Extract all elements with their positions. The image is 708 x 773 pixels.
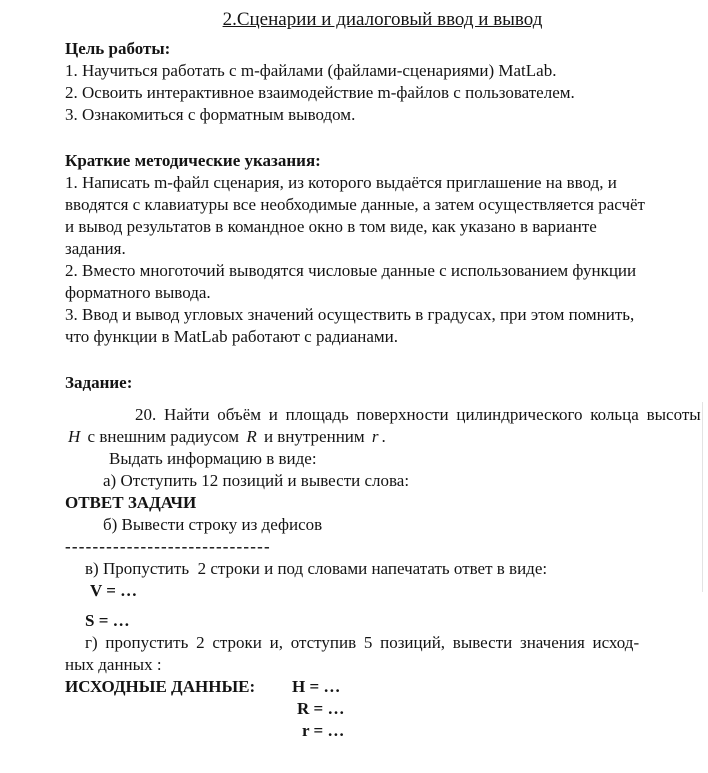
outer-radius-variable: R — [246, 427, 257, 446]
source-data-row — [65, 676, 700, 698]
goal-item: 1. Научиться работать с m-файлами (файлами-сценариями) MatLab. — [65, 61, 557, 80]
task-block — [65, 404, 700, 742]
guideline-line: форматного вывода. — [65, 283, 211, 302]
task-intro-line-2 — [65, 426, 700, 448]
task-heading: Задание: — [65, 373, 133, 392]
goal-heading: Цель работы: — [65, 39, 171, 58]
height-variable: H — [68, 427, 81, 446]
volume-placeholder: V = … — [90, 581, 138, 600]
task-intro-text: с внешним радиусом — [87, 427, 240, 446]
inner-radius-variable: r — [371, 427, 379, 446]
output-intro-line: Выдать информацию в виде: — [109, 449, 317, 468]
outer-radius-placeholder: R = … — [297, 699, 345, 718]
guideline-line: задания. — [65, 239, 126, 258]
guideline-line: что функции в MatLab работают с радианами. — [65, 327, 399, 346]
step-c-line: в) Пропустить 2 строки и под словами напечатать ответ в виде: — [85, 559, 548, 578]
surface-placeholder: S = … — [85, 611, 130, 630]
goal-item: 2. Освоить интерактивное взаимодействие m-файлов с пользователем. — [65, 83, 575, 102]
page-title: 2.Сценарии и диалоговый ввод и вывод — [222, 9, 543, 30]
guidelines-heading: Краткие методические указания: — [65, 151, 321, 170]
task-intro-line-1: 20. Найти объём и площадь поверхности цилиндрического кольца высоты — [135, 405, 701, 424]
answer-header: ОТВЕТ ЗАДАЧИ — [65, 493, 197, 512]
goal-item: 3. Ознакомиться с форматным выводом. — [65, 105, 356, 124]
guideline-line: и вывод результатов в командное окно в том виде, как указано в варианте — [65, 217, 597, 236]
height-placeholder: H = … — [292, 677, 341, 696]
dashes-separator: ------------------------------ — [65, 537, 271, 556]
task-intro-text: . — [381, 427, 386, 446]
guideline-line: 1. Написать m-файл сценария, из которого выдаётся приглашение на ввод, и — [65, 173, 617, 192]
guideline-line: 2. Вместо многоточий выводятся числовые данные с использованием функции — [65, 261, 637, 280]
source-data-header: ИСХОДНЫЕ ДАННЫЕ: — [65, 677, 256, 696]
inner-radius-placeholder: r = … — [302, 721, 345, 740]
step-b-line: б) Вывести строку из дефисов — [103, 515, 323, 534]
task-intro-text: и внутренним — [263, 427, 365, 446]
step-a-line: а) Отступить 12 позиций и вывести слова: — [103, 471, 410, 490]
guideline-line: вводятся с клавиатуры все необходимые данные, а затем осуществляется расчёт — [65, 195, 645, 214]
scan-edge-artifact — [702, 402, 703, 592]
guideline-line: 3. Ввод и вывод угловых значений осуществить в градусах, при этом помнить, — [65, 305, 635, 324]
step-d-line-1: г) пропустить 2 строки и, отступив 5 позиций, вывести значения исход- — [85, 633, 640, 652]
step-d-line-2: ных данных : — [65, 655, 162, 674]
